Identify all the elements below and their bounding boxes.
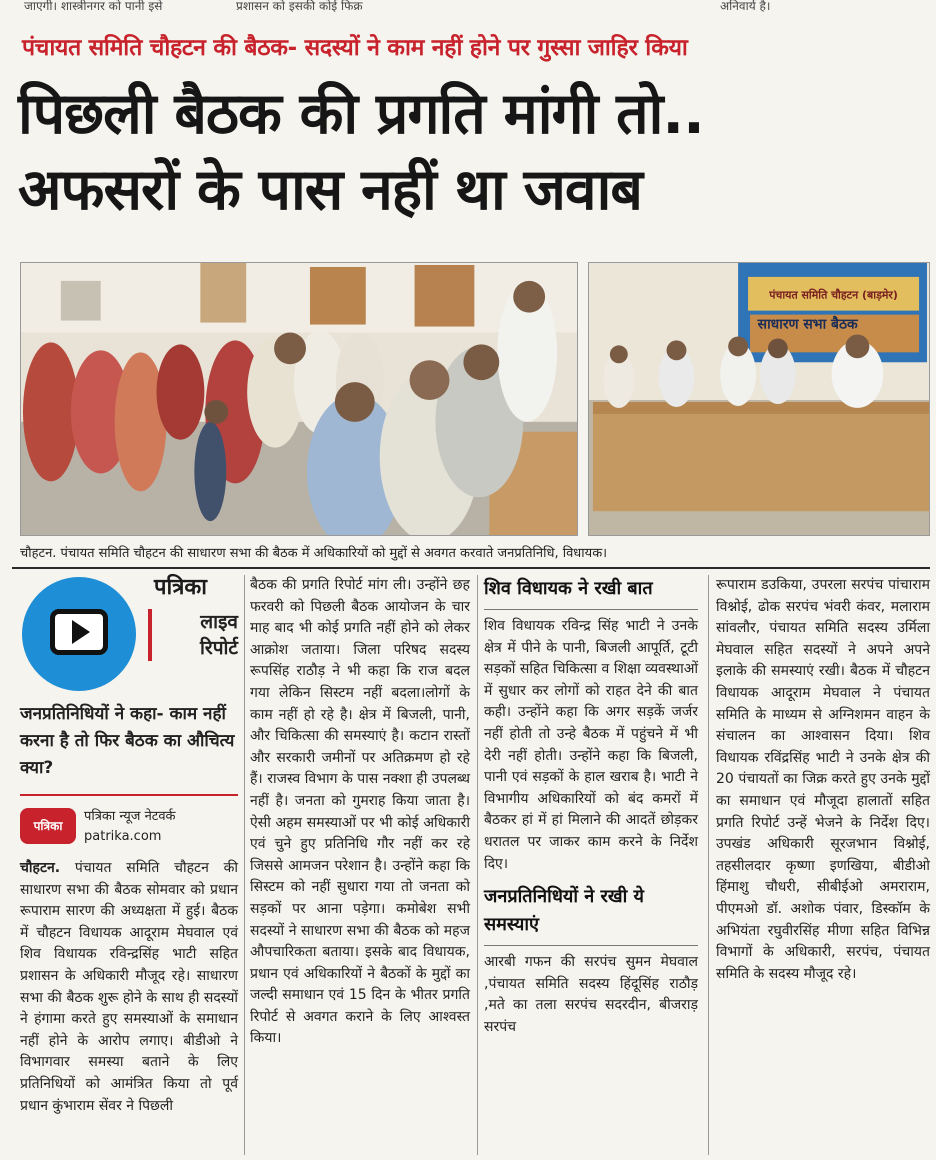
subhead-rule — [484, 945, 698, 946]
column-separator — [244, 575, 245, 1155]
top-strip-left: जाएगी। शास्त्रीनगर को पानी इसे — [24, 0, 163, 13]
live-brand: पत्रिका — [154, 575, 207, 600]
head-table-photo — [588, 262, 930, 536]
column-1-body — [20, 858, 238, 1117]
headline-line-2: अफसरों के पास नहीं था जवाब — [18, 157, 642, 223]
head-table-illustration — [589, 263, 929, 535]
column-3 — [484, 575, 698, 1039]
agency-site: patrika.com — [84, 829, 162, 844]
agency-network: पत्रिका न्यूज नेटवर्क — [84, 809, 176, 824]
live-report-badge — [20, 575, 238, 703]
column-3-text-1: शिव विधायक रविन्द्र सिंह भाटी ने उनके क्षेत्र में पीने के पानी, बिजली आपूर्ति, टूटी सड़कों सहित चिकित्सा व शिक्षा व्यवस्थाओं में सुधार कर लोगों को राहत देने की बात कही। उन्होंने कहा कि अगर सड़कें जर्जर नहीं होती तो उन्हे बैठक में पहुंचने में भी देरी नहीं होती। उन्होंने कहा कि बिजली, पानी एवं सड़कों के हाल खराब है। भाटी ने विभागीय अधिकारियों को बंद कमरों में बैठकर हां में हां मिलाने की आदतें छोड़कर धरातल पर जाकर काम करने के निर्देश दिए। — [484, 618, 698, 872]
column-3-text-2: आरबी गफन की सरपंच सुमन मेघवाल ,पंचायत समिति सदस्य हिंदूसिंह राठौड़ ,मते का तला सरपंच सदरदीन, बीजराड़ सरपंच — [484, 954, 698, 1035]
subhead-shiv-mla: शिव विधायक ने रखी बात — [484, 578, 653, 599]
meeting-hall-illustration — [21, 263, 577, 535]
column-1 — [20, 575, 238, 1117]
column-2 — [250, 575, 470, 1050]
patrika-logo: पत्रिका — [20, 808, 76, 844]
column-1-text: पंचायत समिति चौहटन की साधारण सभा की बैठक सोमवार को प्रधान रूपाराम सारण की अध्यक्षता में हुई। बैठक में चौहटन विधायक आदूराम मेघवाल एवं शिव विधायक रविन्द्रसिंह भाटी सहित प्रशासन के अधिकारी मौजूद रहे। साधारण सभा की बैठक शुरू होने के साथ ही सदस्यों ने हंगामा करते हुए समस्याओं के समाधान नहीं होने के आरोप लगाए। बीडीओ ने विभागवार समस्या बताने के लिए प्रतिनिधियों को आमंत्रित किया तो पूर्व प्रधान कुंभाराम सेंवर ने पिछली — [20, 860, 239, 1114]
meeting-hall-photo — [20, 262, 578, 536]
column-2-text: बैठक की प्रगति रिपोर्ट मांग ली। उन्होंने छह फरवरी को पिछली बैठक आयोजन के चार माह बाद भी कोई प्रगति नहीं होने को लेकर आक्रोश जताया। जिला परिषद सदस्य रूपसिंह राठौड़ ने भी कहा कि राज बदल गया लेकिन सिस्टम नहीं बदला।लोगों के काम नहीं हो रहे है। क्षेत्र में बिजली, पानी, और चिकित्सा की समस्याएं है। कटान रास्तों और सरकारी जमीनों पर अतिक्रमण हो रहे हैं। राजस्व विभाग के पास नक्शा ही उपलब्ध नहीं है। जनता को गुमराह किया जाता है। ऐसी अहम समस्याओं पर भी कोई अधिकारी एवं चुने हुए प्रतिनिधि गौर नहीं कर रहे जिससे आमजन परेशान है। उन्होंने कहा कि सिस्टम को नहीं सुधारा गया तो जनता को सड़कों पर आना पड़ेगा। कमोबेश सभी सदस्यों ने साधारण सभा की बैठक को महज औपचारिकता बताया। इसके बाद विधायक, प्रधान एवं अधिकारियों ने बैठकों के मुद्दों का जल्दी समाधान एवं 15 दिन के भीतर प्रगति रिपोर्ट से अवगत कराने के लिए आश्वस्त किया। — [250, 577, 470, 1047]
column-4-text: रूपाराम डउकिया, उपरला सरपंच पांचाराम विश्नोई, ढोक सरपंच भंवरी कंवर, मलाराम सांवलौर, पंचायत समिति सदस्य उर्मिला मेघवाल सहित सदस्यों ने अपने अपने इलाके की समस्याएं रखी। बैठक में चौहटन विधायक आदूराम मेघवाल ने पंचायत समिति के माध्यम से अग्निशमन वाहन के संचालन का आश्वासन दिया। शिव विधायक रविंद्रसिंह भाटी ने उनके क्षेत्र की 20 पंचायतों का जिक्र करते हुए उनके मुद्दों का समाधान एवं मौजूदा हालातों सहित प्रगति रिपोर्ट उन्हें भेजने के निर्देश दिए। उपखंड अधिकारी सूरजभान विश्नोई, तहसीलदार कृष्णा इणखिया, बीडीओ हिंमाशु चौधरी, सीबीईओ अमराराम, पीएमओ डॉ. अशोक पंवार, डिस्कॉम के अभियंता रघुवीरसिंह मीणा सहित विभिन्न विभागों के अधिकारी, सरपंच, पंचायत समिति के सदस्य मौजूद रहे। — [716, 577, 930, 982]
top-strip-right: अनिवार्य है। — [720, 0, 771, 13]
column-4 — [716, 575, 930, 985]
top-strip — [0, 0, 936, 18]
agency-credit — [20, 804, 238, 850]
column-separator — [477, 575, 478, 1155]
subhead-rule — [484, 609, 698, 610]
kicker: पंचायत समिति चौहटन की बैठक- सदस्यों ने काम नहीं होने पर गुस्सा जाहिर किया — [22, 35, 688, 61]
headline-line-1: पिछली बैठक की प्रगति मांगी तो.. — [18, 81, 704, 147]
headline — [18, 76, 918, 228]
pull-quote: जनप्रतिनिधियों ने कहा- काम नहीं करना है तो फिर बैठक का औचित्य क्या? — [20, 704, 235, 778]
banner-line-1: पंचायत समिति चौहटन (बाड़मेर) — [769, 288, 898, 302]
banner-line-2: साधारण सभा बैठक — [757, 316, 858, 333]
quote-rule — [20, 794, 238, 796]
column-separator — [708, 575, 709, 1155]
subhead-representatives: जनप्रतिनिधियों ने रखी ये समस्याएं — [484, 886, 644, 936]
photo-caption: चौहटन. पंचायत समिति चौहटन की साधारण सभा की बैठक में अधिकारियों को मुद्दों से अवगत करवाते जनप्रतिनिधि, विधायक। — [20, 546, 608, 561]
live-label — [148, 609, 238, 661]
dateline: चौहटन. — [20, 860, 61, 876]
section-rule — [12, 567, 930, 569]
top-strip-middle: प्रशासन को इसकी कोई फिक्र — [236, 0, 363, 13]
live-label-line-1: लाइव — [200, 611, 238, 633]
live-label-line-2: रिपोर्ट — [200, 637, 238, 659]
play-icon — [72, 620, 90, 644]
